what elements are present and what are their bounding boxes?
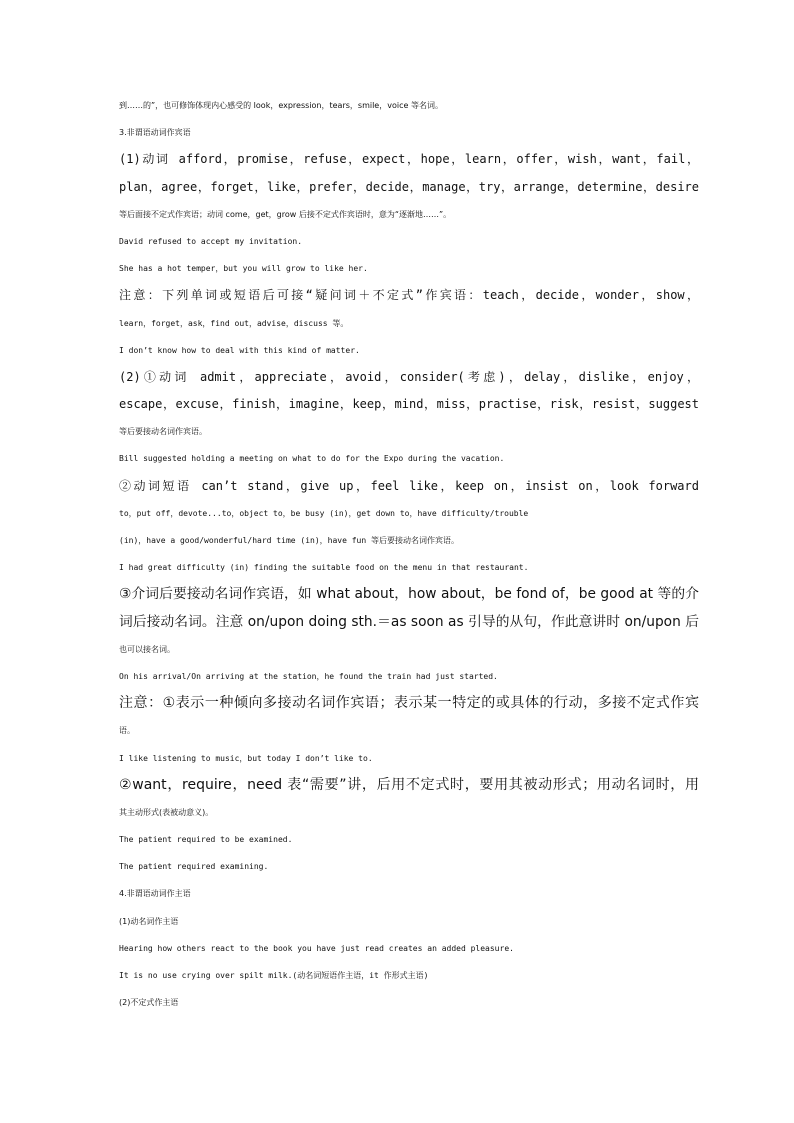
example-sentence: On his arrival/On arriving at the station，he found the train had just started. (119, 671, 498, 681)
text-line: ③介词后要接动名词作宾语，如 what about，how about，be fond of，be good at 等的介 (119, 586, 699, 603)
subsection-heading: (1)动名词作主语 (119, 916, 179, 926)
example-sentence: I like listening to music，but today I don’t like to. (119, 753, 373, 763)
example-sentence: Bill suggested holding a meeting on what to do for the Expo during the vacation. (119, 454, 505, 464)
text-line: (1)动词 afford，promise，refuse，expect，hope，learn，offer，wish，want，fail， (119, 152, 699, 167)
text-line: 等后要接动名词作宾语。 (119, 427, 207, 437)
example-sentence: The patient required to be examined. (119, 835, 293, 845)
text-line: (in)，have a good/wonderful/hard time (in)，have fun 等后要接动名词作宾语。 (119, 536, 460, 545)
example-sentence: The patient required examining. (119, 862, 269, 872)
text-line: learn，forget，ask，find out，advise，discuss 等。 (119, 318, 349, 328)
example-sentence: I had great difficulty (in) finding the suitable food on the menu in that restaurant. (119, 563, 529, 573)
text-line: plan，agree，forget，like，prefer，decide，manage，try，arrange，determine，desire (119, 179, 699, 194)
text-line: escape，excuse，finish，imagine，keep，mind，miss，practise，risk，resist，suggest (119, 397, 699, 412)
text-line: 注意：下列单词或短语后可接“疑问词＋不定式”作宾语：teach，decide，wonder，show， (119, 288, 699, 303)
text-line: to，put off，devote...to，object to，be busy (in)，get down to，have difficulty/trouble (119, 508, 529, 518)
text-line: ②want，require，need 表“需要”讲，后用不定式时，要用其被动形式；用动名词时，用 (119, 776, 699, 793)
example-sentence: I don’t know how to deal with this kind of matter. (119, 345, 360, 355)
subsection-heading: (2)不定式作主语 (119, 998, 179, 1008)
example-sentence: She has a hot temper，but you will grow to like her. (119, 264, 368, 274)
text-line: 词后接动名词。注意 on/upon doing sth.＝as soon as 引导的从句，作此意讲时 on/upon 后 (119, 613, 699, 630)
text-line: 到……的”，也可修饰体现内心感受的 look，expression，tears，smile，voice 等名词。 (119, 101, 443, 110)
text-line: (2)①动词 admit，appreciate，avoid，consider(考虑)，delay，dislike，enjoy， (119, 369, 699, 384)
text-line: 等后面接不定式作宾语；动词 come，get，grow 后接不定式作宾语时，意为“逐渐地……”。 (119, 209, 452, 219)
section-heading: 3.非谓语动词作宾语 (119, 128, 191, 138)
text-line: ②动词短语 can’t stand，give up，feel like，keep on，insist on，look forward (119, 478, 699, 493)
note-line: 语。 (119, 726, 135, 736)
text-line: 其主动形式(表被动意义)。 (119, 807, 214, 817)
example-sentence: David refused to accept my invitation. (119, 236, 303, 246)
text-line: 也可以接名词。 (119, 644, 175, 654)
document-page (119, 92, 709, 1016)
section-heading: 4.非谓语动词作主语 (119, 889, 191, 899)
example-sentence: Hearing how others react to the book you have just read creates an added pleasure. (119, 943, 514, 953)
example-sentence: It is no use crying over spilt milk.(动名词短语作主语，it 作形式主语) (119, 971, 429, 980)
note-line: 注意：①表示一种倾向多接动名词作宾语；表示某一特定的或具体的行动，多接不定式作宾 (119, 695, 699, 712)
